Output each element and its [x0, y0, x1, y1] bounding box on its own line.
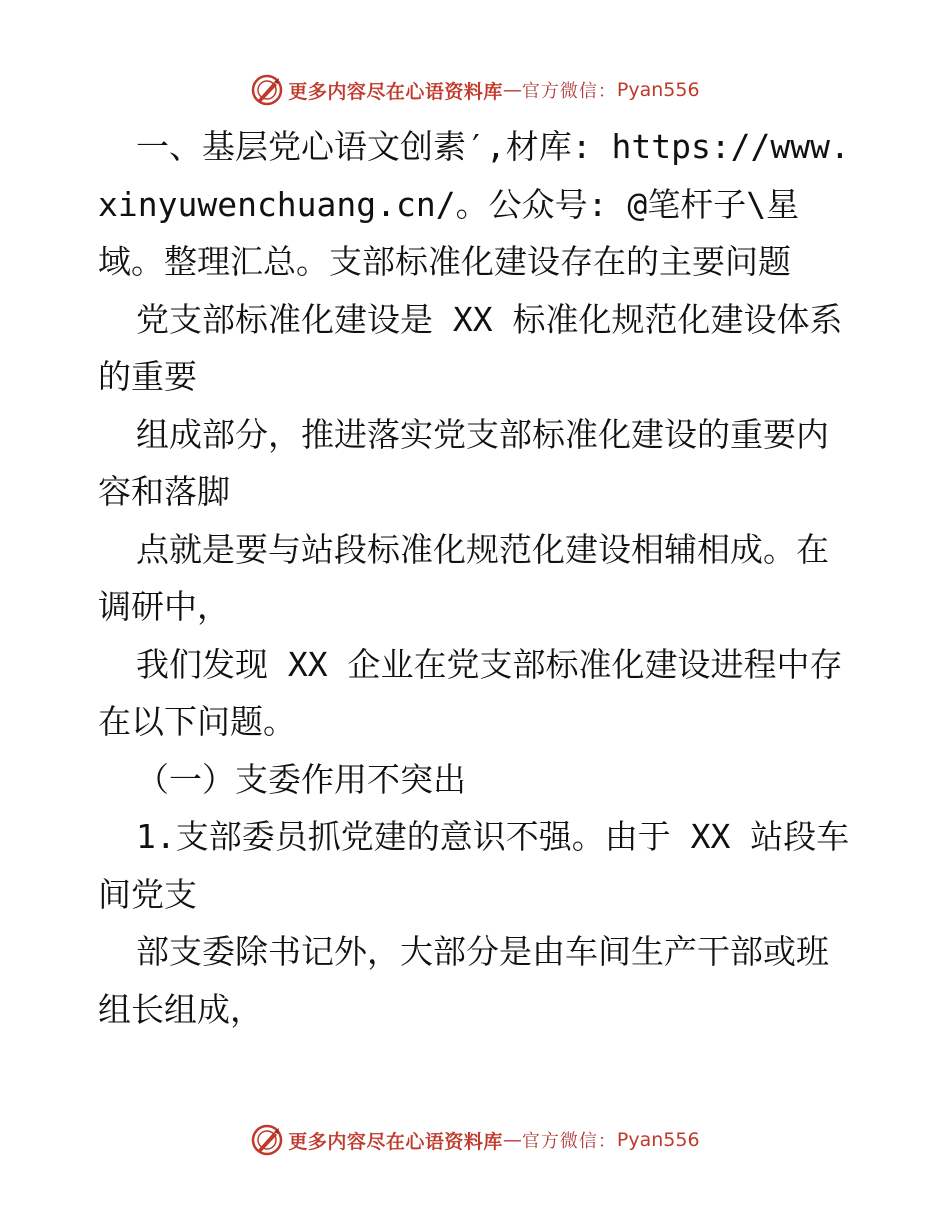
banner-wechat-id: Pyan556 — [616, 1129, 700, 1151]
red-quill-logo-icon — [250, 73, 284, 107]
banner-official-label: 官方微信： — [521, 81, 617, 102]
paragraph-7: 部支委除书记外，大部分是由车间生产干部或班组长组成， — [98, 932, 829, 1029]
body-text — [98, 118, 858, 1038]
section-heading: （一）支委作用不突出 — [136, 759, 466, 799]
paragraph-1: 一、基层党心语文创素′,材库: https://www.xinyuwenchuang.cn/。公众号: @笔杆子\星域。整理汇总。支部标准化建设存在的主要问题 — [98, 127, 850, 281]
paragraph-2: 党支部标准化建设是 XX 标准化规范化建设体系的重要 — [98, 299, 843, 396]
paragraph-4: 点就是要与站段标准化规范化建设相辅相成。在调研中， — [98, 529, 829, 626]
banner-official-label: 官方微信： — [521, 1131, 617, 1152]
footer-banner — [0, 1120, 950, 1160]
header-banner — [0, 70, 950, 110]
banner-wechat-id: Pyan556 — [616, 79, 700, 101]
paragraph-5: 我们发现 XX 企业在党支部标准化建设进程中存在以下问题。 — [98, 644, 843, 741]
paragraph-6: 1.支部委员抓党建的意识不强。由于 XX 站段车间党支 — [98, 817, 850, 914]
paragraph-3: 组成部分，推进落实党支部标准化建设的重要内容和落脚 — [98, 414, 829, 511]
banner-dash: — — [502, 79, 522, 101]
red-quill-logo-icon — [250, 1123, 284, 1157]
banner-lead-text: 更多内容尽在心语资料库 — [288, 1130, 503, 1153]
banner-dash: — — [502, 1129, 522, 1151]
banner-lead-text: 更多内容尽在心语资料库 — [288, 80, 503, 103]
